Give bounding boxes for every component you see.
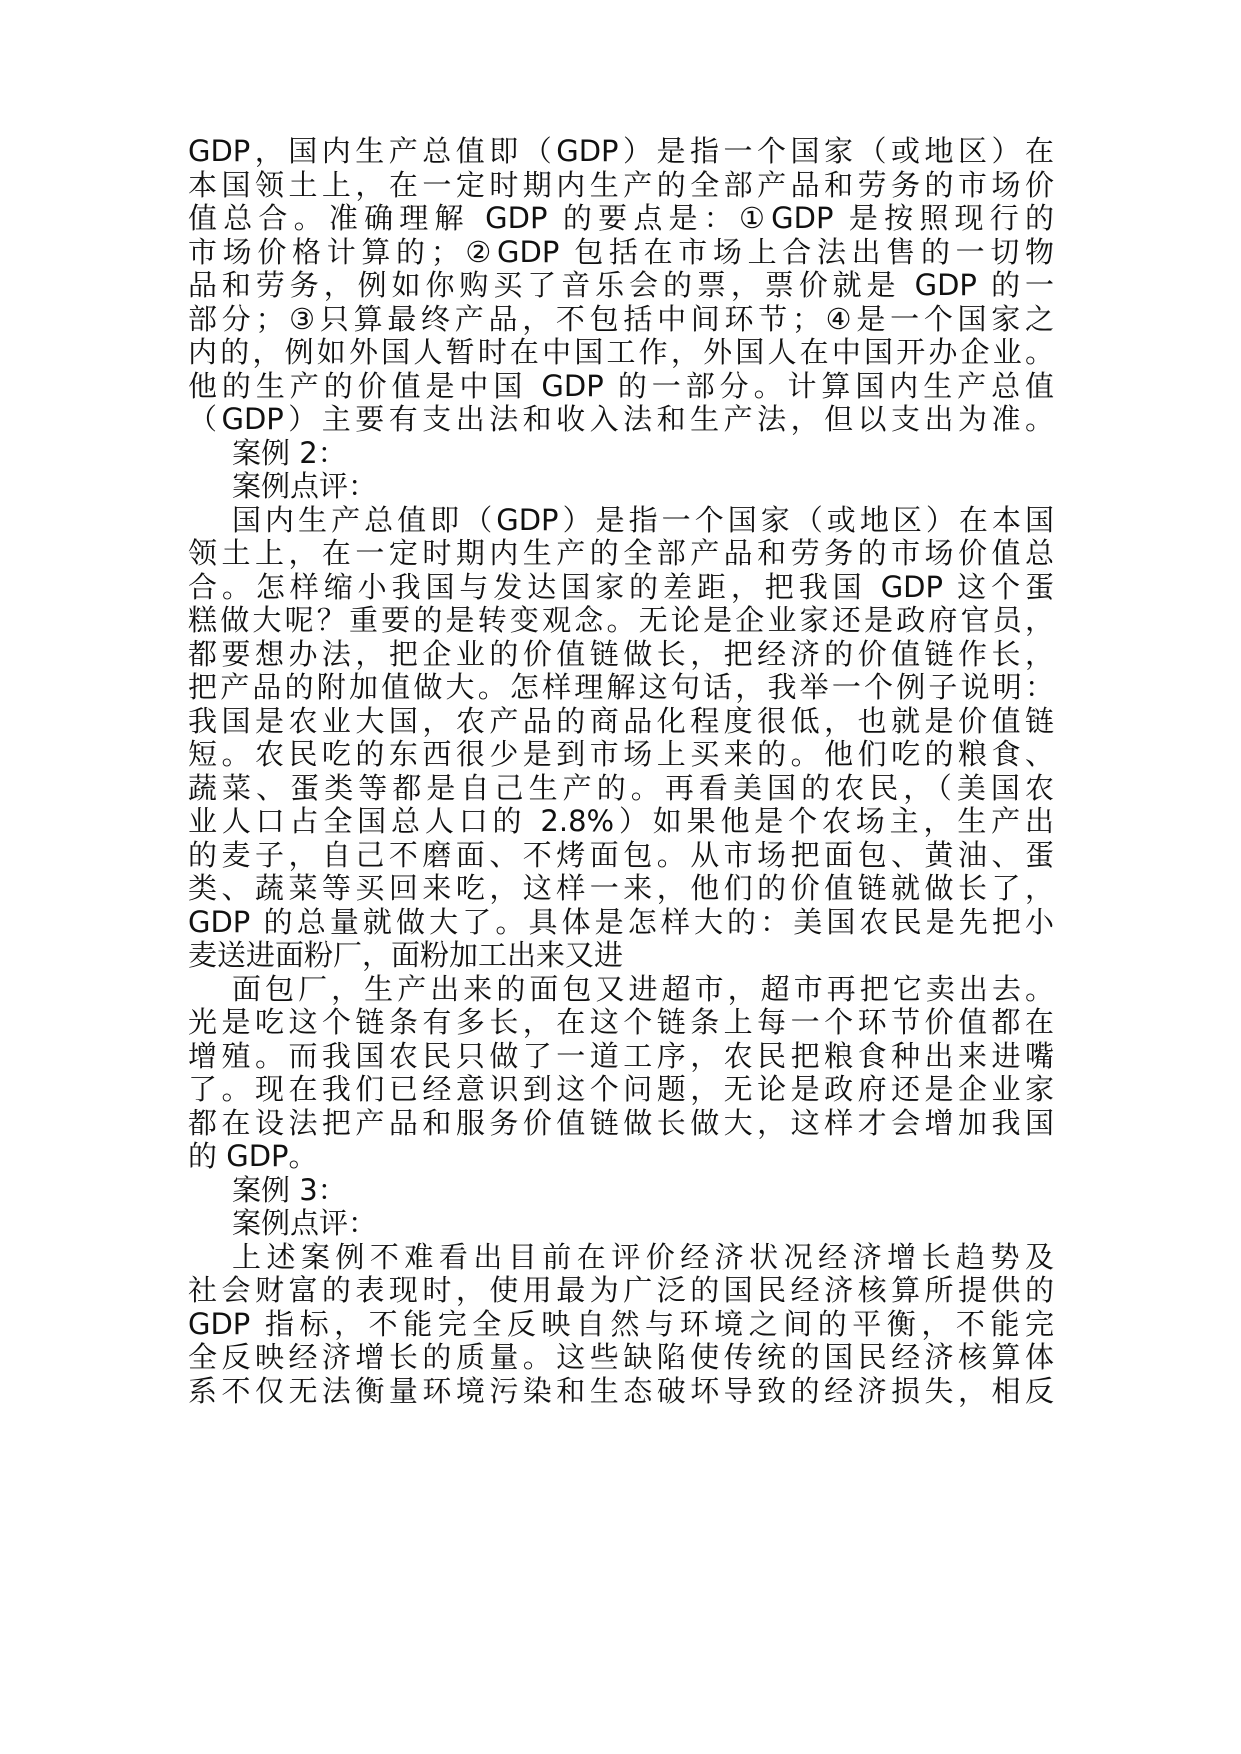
text-line: 增殖。而我国农民只做了一道工序，农民把粮食种出来进嘴 <box>188 1038 1054 1073</box>
text-line: 系不仅无法衡量环境污染和生态破坏导致的经济损失，相反 <box>188 1373 1054 1408</box>
text-line: 内的，例如外国人暂时在中国工作，外国人在中国开办企业。 <box>188 335 1054 369</box>
text-line: 麦送进面粉厂，面粉加工出来又进 <box>188 938 624 972</box>
text-line: 短。农民吃的东西很少是到市场上买来的。他们吃的粮食、 <box>188 737 1054 771</box>
document-page <box>188 135 1054 1408</box>
text-line: 市场价格计算的；②GDP 包括在市场上合法出售的一切物 <box>188 234 1054 269</box>
text-line: 的 GDP。 <box>188 1139 318 1173</box>
text-line: 面包厂，生产出来的面包又进超市，超市再把它卖出去。 <box>232 971 1054 1006</box>
text-line: 类、蔬菜等买回来吃，这样一来，他们的价值链就做长了， <box>188 871 1054 905</box>
text-line: 都在设法把产品和服务价值链做长做大，这样才会增加我国 <box>188 1105 1054 1140</box>
text-line: 糕做大呢？重要的是转变观念。无论是企业家还是政府官员， <box>188 603 1054 637</box>
text-line: 部分；③只算最终产品，不包括中间环节；④是一个国家之 <box>188 301 1054 336</box>
text-line: 国内生产总值即（GDP）是指一个国家（或地区）在本国 <box>232 502 1054 537</box>
text-line: 了。现在我们已经意识到这个问题，无论是政府还是企业家 <box>188 1072 1054 1106</box>
text-line: 把产品的附加值做大。怎样理解这句话，我举一个例子说明： <box>188 670 1054 704</box>
text-line: 品和劳务，例如你购买了音乐会的票，票价就是 GDP 的一 <box>188 268 1054 302</box>
text-line: GDP，国内生产总值即（GDP）是指一个国家（或地区）在 <box>188 134 1054 168</box>
text-line: 全反映经济增长的质量。这些缺陷使传统的国民经济核算体 <box>188 1340 1054 1374</box>
text-line: 合。怎样缩小我国与发达国家的差距，把我国 GDP 这个蛋 <box>188 569 1054 604</box>
text-line: 我国是农业大国，农产品的商品化程度很低，也就是价值链 <box>188 703 1054 738</box>
text-line: 业人口占全国总人口的 2.8%）如果他是个农场主，生产出 <box>188 804 1054 838</box>
text-line: （GDP）主要有支出法和收入法和生产法，但以支出为准。 <box>188 402 1054 436</box>
text-line: 的麦子，自己不磨面、不烤面包。从市场把面包、黄油、蛋 <box>188 837 1054 872</box>
text-line: 案例 2： <box>232 435 347 470</box>
text-line: GDP 指标，不能完全反映自然与环境之间的平衡，不能完 <box>188 1306 1054 1341</box>
text-line: 都要想办法，把企业的价值链做长，把经济的价值链作长， <box>188 636 1054 671</box>
text-line: 他的生产的价值是中国 GDP 的一部分。计算国内生产总值 <box>188 368 1054 403</box>
text-line: 蔬菜、蛋类等都是自己生产的。再看美国的农民，（美国农 <box>188 770 1054 805</box>
text-line: 光是吃这个链条有多长，在这个链条上每一个环节价值都在 <box>188 1005 1054 1039</box>
text-line: 值总合。准确理解 GDP 的要点是：①GDP 是按照现行的 <box>188 201 1054 235</box>
text-line: 本国领土上，在一定时期内生产的全部产品和劳务的市场价 <box>188 167 1054 202</box>
text-line: 案例点评： <box>232 469 378 503</box>
text-line: GDP 的总量就做大了。具体是怎样大的：美国农民是先把小 <box>188 904 1054 939</box>
text-line: 案例点评： <box>232 1206 378 1240</box>
text-line: 领土上，在一定时期内生产的全部产品和劳务的市场价值总 <box>188 536 1054 570</box>
text-line: 社会财富的表现时，使用最为广泛的国民经济核算所提供的 <box>188 1273 1054 1307</box>
text-line: 上述案例不难看出目前在评价经济状况经济增长趋势及 <box>232 1239 1054 1274</box>
text-line: 案例 3： <box>232 1172 347 1207</box>
